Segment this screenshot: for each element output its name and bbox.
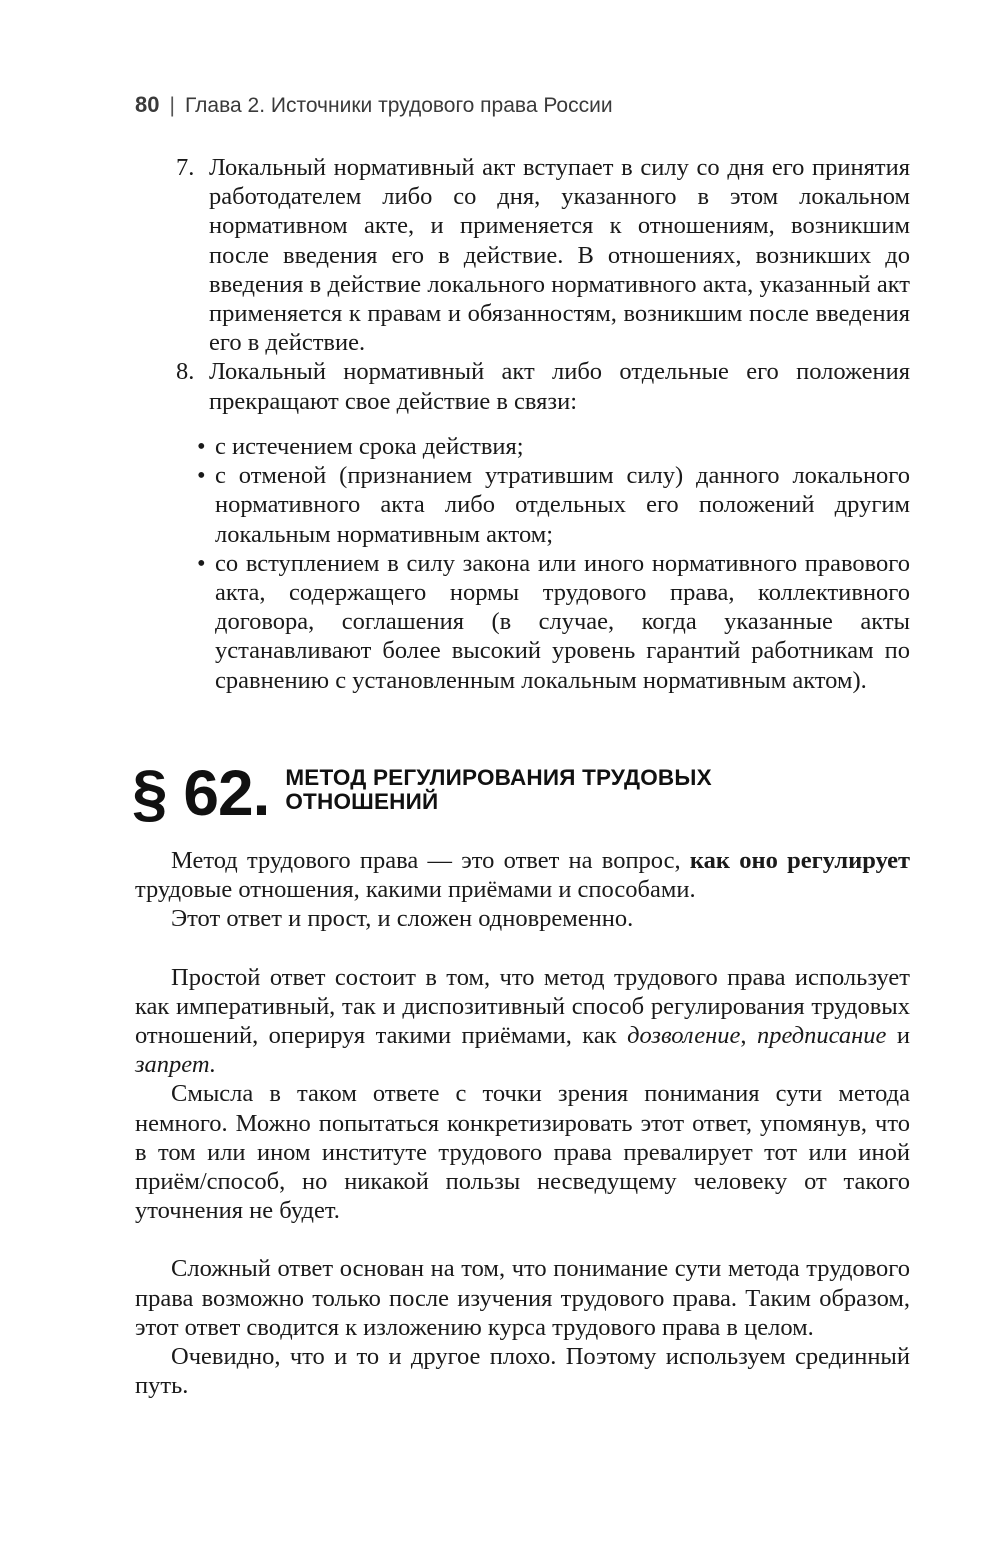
bullet-icon: • — [197, 462, 206, 490]
paragraph: Очевидно, что и то и другое плохо. Поэтому используем срединный путь. — [135, 1343, 910, 1400]
list-item — [135, 357, 910, 415]
header-separator: | — [169, 94, 175, 117]
text-run: и — [886, 1022, 910, 1050]
section-body — [135, 846, 910, 1400]
section-heading — [132, 757, 712, 829]
text-run: , — [740, 1022, 757, 1050]
italic-term: запрет — [135, 1051, 210, 1079]
paragraph — [135, 846, 910, 904]
paragraph — [135, 963, 910, 1080]
bullet-text: с отменой (признанием утратившим силу) данного локального нормативного акта либо отдельных его положений другим локальным нормативным актом; — [215, 462, 910, 548]
item-text: Локальный нормативный акт вступает в силу со дня его принятия работодателем либо со дня, указанного в этом локальном нормативном акте, и применяется к отношениям, возникшим после введения его в действие. В отношениях, возникших до введения в действие локального нормативного акта, указанный акт применяется к правам и обязанностям, возникшим после введения его в действие. — [209, 154, 910, 357]
bullet-text: со вступлением в силу закона или иного нормативного правового акта, содержащего нормы трудового права, коллективного договора, соглашения (в случае, когда указанные акты устанавливают более высокий уровень гарантий работникам по сравнению с установленным локальным нормативным актом). — [215, 549, 910, 694]
text-run: трудовые отношения, какими приёмами и способами. — [135, 876, 696, 904]
bullet-item — [135, 549, 910, 695]
italic-term: предписание — [756, 1022, 887, 1050]
text-run: Простой ответ состоит в том, что метод трудового права использует как императивный, так и диспозитивный способ регулирования трудовых отношений, оперируя такими приёмами, как — [135, 963, 910, 1050]
item-text: Локальный нормативный акт либо отдельные его положения прекращают свое действие в связи: — [209, 358, 910, 415]
section-title-line1: МЕТОД РЕГУЛИРОВАНИЯ ТРУДОВЫХ — [285, 765, 712, 790]
section-number: § 62. — [132, 757, 270, 829]
paragraph: Сложный ответ основан на том, что понимание сути метода трудового права возможно только после изучения трудового права. Таким образом, этот ответ сводится к изложению курса трудового права в целом. — [135, 1255, 910, 1341]
section-title — [285, 766, 711, 814]
paragraph: Смысла в таком ответе с точки зрения понимания сути метода немного. Можно попытаться конкретизировать этот ответ, упомянув, что в том или ином институте трудового права превалирует тот или иной приём/способ, но никакой пользы несведущему человеку от такого уточнения не будет. — [135, 1080, 910, 1225]
item-number: 7. — [176, 154, 195, 181]
text-run: Метод трудового права — это ответ на вопрос, — [171, 847, 690, 874]
item-number: 8. — [176, 358, 195, 386]
running-header — [135, 92, 613, 118]
bullet-text: с истечением срока действия; — [215, 433, 524, 460]
paragraph: Этот ответ и прост, и сложен одновременно. — [171, 905, 634, 933]
italic-term: дозволение — [627, 1022, 741, 1050]
bullet-item — [135, 432, 910, 461]
bullet-list — [135, 432, 910, 695]
bullet-icon: • — [197, 433, 206, 460]
bullet-item — [135, 461, 910, 549]
section-title-line2: ОТНОШЕНИЙ — [285, 789, 439, 814]
paragraph-gap — [135, 934, 910, 963]
list-item — [135, 153, 910, 357]
text-run: . — [209, 1051, 216, 1079]
numbered-list — [135, 153, 910, 416]
bullet-icon: • — [197, 549, 206, 577]
paragraph-gap — [135, 1225, 910, 1254]
chapter-title: Глава 2. Источники трудового права России — [184, 94, 613, 117]
bold-phrase: как оно регулирует — [689, 847, 910, 874]
page-number: 80 — [135, 92, 160, 117]
